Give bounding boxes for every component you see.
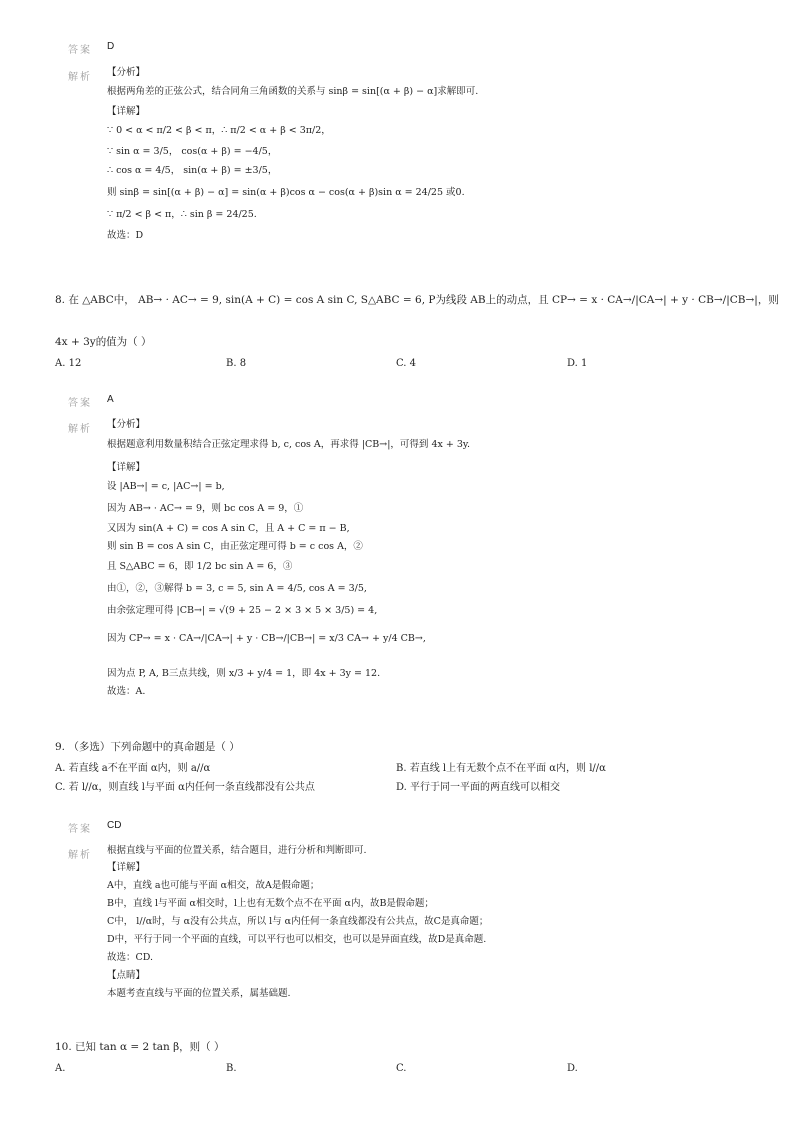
analysis-line: 因为 CP→ = x · CA→/|CA→| + y · CB→/|CB→| = x/3 CA→ + y/4 CB→,: [107, 633, 426, 644]
analysis-line: ∵ sin α = 3/5， cos(α + β) = −4/5，: [107, 146, 278, 157]
answer-value: CD: [107, 820, 122, 831]
analysis-line: 【详解】: [107, 462, 146, 473]
analysis-line: 故选：CD.: [107, 952, 154, 963]
option-b: B.: [226, 1063, 237, 1074]
analysis-line: 则 sinβ = sin[(α + β) − α] = sin(α + β)cos α − cos(α + β)sin α = 24/25 或0.: [107, 187, 465, 198]
analysis-line: 根据直线与平面的位置关系，结合题目，进行分析和判断即可.: [107, 845, 367, 856]
analysis-line: 且 S△ABC = 6，即 1/2 bc sin A = 6，③: [107, 561, 293, 572]
answer-tag: 答案: [68, 45, 92, 56]
answer-value: D: [107, 41, 115, 52]
option-d: D. 平行于同一平面的两直线可以相交: [396, 782, 561, 793]
analysis-line: 则 sin B = cos A sin C，由正弦定理可得 b = c cos A，②: [107, 541, 363, 552]
analysis-line: C中， l//α时，与 α没有公共点，所以 l与 α内任何一条直线都没有公共点，故C是真命题；: [107, 916, 489, 927]
analysis-line: 【详解】: [107, 862, 146, 873]
analysis-line: 又因为 sin(A + C) = cos A sin C，且 A + C = π − B,: [107, 523, 350, 534]
analysis-line: 本题考查直线与平面的位置关系，属基础题.: [107, 988, 291, 999]
analysis-line: 因为 AB→ · AC→ = 9，则 bc cos A = 9，①: [107, 503, 304, 514]
analysis-line: 由余弦定理可得 |CB→| = √(9 + 25 − 2 × 3 × 5 × 3/5) = 4,: [107, 605, 378, 616]
analysis-line: 根据两角差的正弦公式，结合同角三角函数的关系与 sinβ = sin[(α + β) − α]求解即可.: [107, 86, 479, 97]
analysis-line: 根据题意利用数量积结合正弦定理求得 b, c, cos A，再求得 |CB→|，可得到 4x + 3y.: [107, 439, 471, 450]
answer-tag: 答案: [68, 824, 92, 835]
analysis-line: 【分析】: [107, 419, 146, 430]
analysis-line: 由①，②，③解得 b = 3, c = 5, sin A = 4/5, cos A = 3/5,: [107, 583, 367, 594]
option-b: B. 若直线 l上有无数个点不在平面 α内，则 l//α: [396, 763, 606, 774]
answer-value: A: [107, 394, 114, 405]
analysis-line: ∵ 0 < α < π/2 < β < π，∴ π/2 < α + β < 3π/2，: [107, 125, 331, 136]
analysis-tag: 解析: [68, 850, 92, 861]
question-stem: 9. （多选）下列命题中的真命题是（ ）: [55, 741, 240, 753]
analysis-line: 设 |AB→| = c, |AC→| = b,: [107, 481, 225, 492]
option-c: C.: [396, 1063, 407, 1074]
analysis-line: 故选：D: [107, 230, 144, 241]
analysis-line: 【分析】: [107, 67, 146, 78]
question-stem: 8. 在 △ABC中， AB→ · AC→ = 9, sin(A + C) = cos A sin C, S△ABC = 6, P为线段 AB上的动点，且 CP→ = x · CA→/|CA→| + y · CB→/|CB→|，则: [55, 294, 779, 306]
option-b: B. 8: [226, 358, 247, 369]
option-a: A.: [55, 1063, 66, 1074]
option-c: C. 若 l//α，则直线 l与平面 α内任何一条直线都没有公共点: [55, 782, 315, 793]
analysis-line: 故选：A.: [107, 686, 146, 697]
analysis-line: 【详解】: [107, 106, 146, 117]
option-d: D.: [567, 1063, 578, 1074]
analysis-line: D中，平行于同一个平面的直线，可以平行也可以相交，也可以是异面直线，故D是真命题.: [107, 934, 487, 945]
option-a: A. 12: [55, 358, 82, 369]
answer-tag: 答案: [68, 398, 92, 409]
analysis-line: ∴ cos α = 4/5， sin(α + β) = ±3/5，: [107, 165, 278, 176]
option-d: D. 1: [567, 358, 588, 369]
analysis-tag: 解析: [68, 424, 92, 435]
question-stem: 10. 已知 tan α = 2 tan β，则（ ）: [55, 1041, 225, 1053]
analysis-line: ∵ π/2 < β < π，∴ sin β = 24/25.: [107, 209, 257, 220]
analysis-line: A中，直线 a也可能与平面 α相交，故A是假命题；: [107, 880, 320, 891]
option-c: C. 4: [396, 358, 417, 369]
analysis-line: 因为点 P, A, B三点共线，则 x/3 + y/4 = 1，即 4x + 3y = 12.: [107, 668, 381, 679]
analysis-line: B中，直线 l与平面 α相交时，l上也有无数个点不在平面 α内，故B是假命题；: [107, 898, 434, 909]
question-stem: 4x + 3y的值为（ ）: [55, 336, 152, 348]
analysis-tag: 解析: [68, 72, 92, 83]
option-a: A. 若直线 a不在平面 α内，则 a//α: [55, 763, 211, 774]
analysis-line: 【点睛】: [107, 970, 146, 981]
